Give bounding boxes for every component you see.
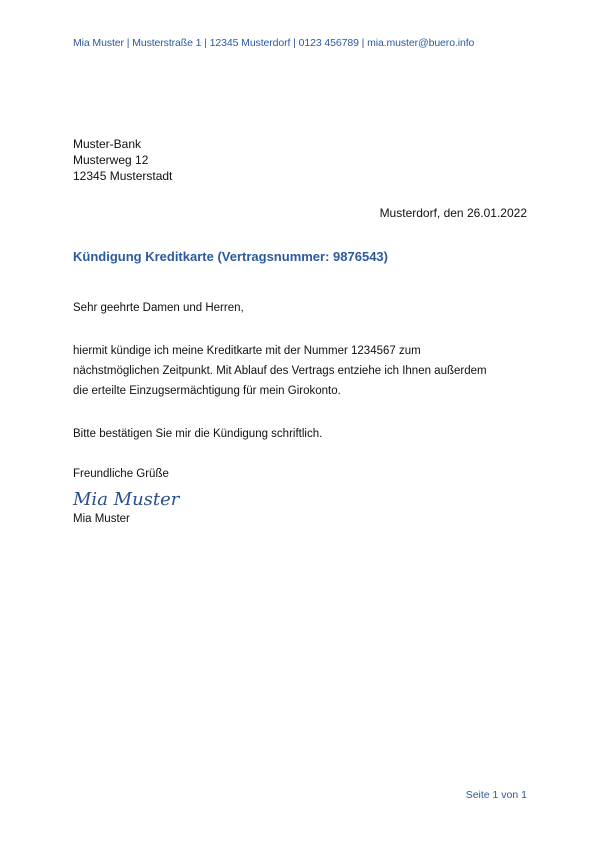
body-paragraph (73, 341, 487, 401)
place-and-date: Musterdorf, den 26.01.2022 (379, 206, 527, 220)
closing-formula: Freundliche Grüße (73, 468, 169, 480)
recipient-street: Musterweg 12 (73, 153, 149, 167)
body-line: hiermit kündige ich meine Kreditkarte mit der Nummer 1234567 zum (73, 345, 421, 357)
sender-address-line: Mia Muster | Musterstraße 1 | 12345 Musterdorf | 0123 456789 | mia.muster@buero.info (73, 37, 475, 49)
letter-subject: Kündigung Kreditkarte (Vertragsnummer: 9876543) (73, 249, 388, 264)
salutation: Sehr geehrte Damen und Herren, (73, 302, 244, 314)
recipient-address-block (73, 136, 172, 184)
body-line: nächstmöglichen Zeitpunkt. Mit Ablauf des Vertrags entziehe ich Ihnen außerdem (73, 365, 487, 377)
recipient-name: Muster-Bank (73, 137, 142, 151)
handwritten-signature: Mia Muster (73, 489, 180, 510)
recipient-city: 12345 Musterstadt (73, 169, 173, 183)
signer-name: Mia Muster (73, 513, 130, 525)
body-line: die erteilte Einzugsermächtigung für mein Girokonto. (73, 385, 341, 397)
confirmation-request: Bitte bestätigen Sie mir die Kündigung schriftlich. (73, 428, 323, 440)
page-number: Seite 1 von 1 (465, 789, 527, 801)
